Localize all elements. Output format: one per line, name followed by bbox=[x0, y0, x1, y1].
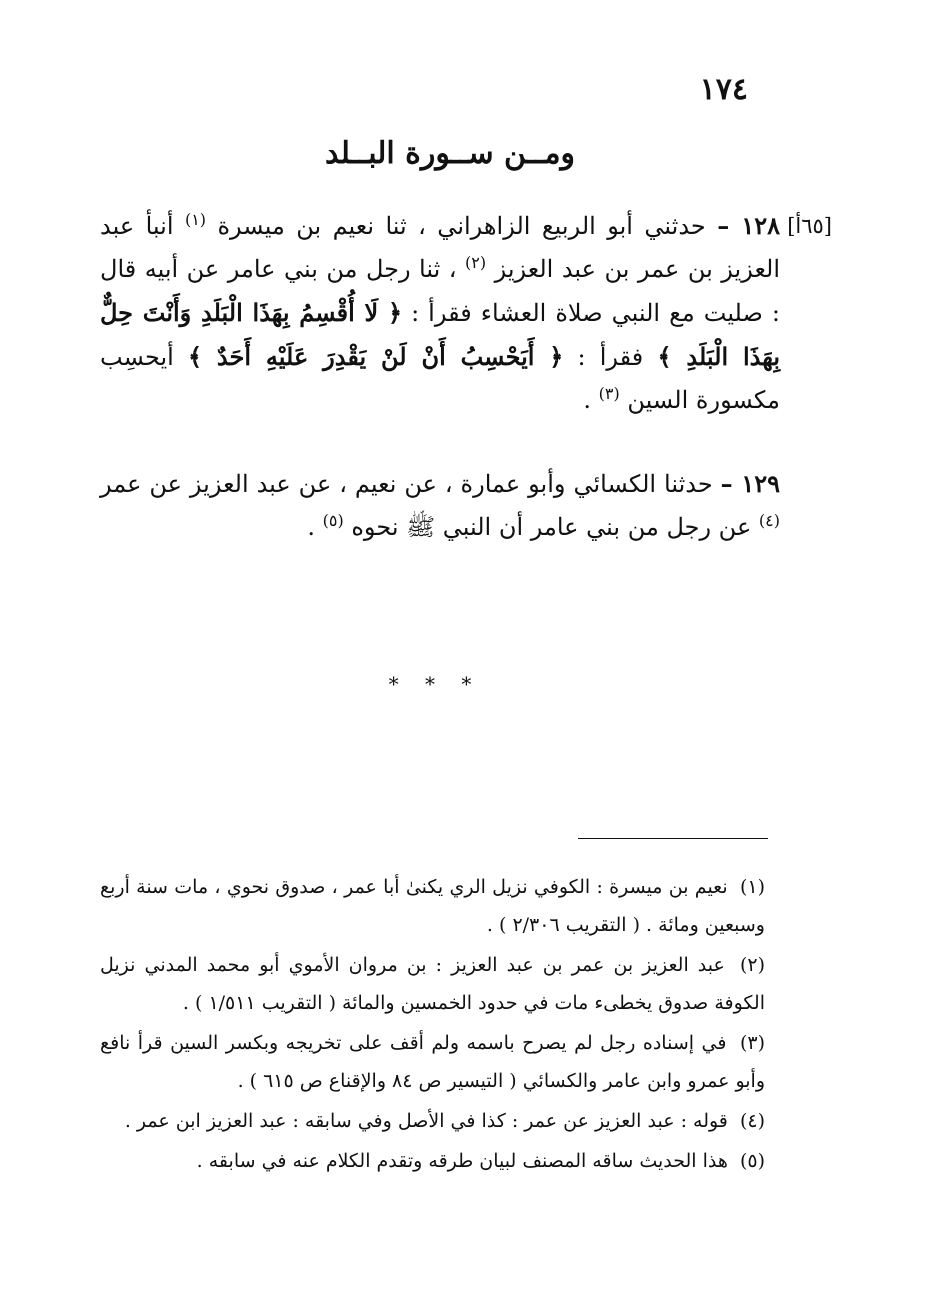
footnote-2 bbox=[100, 946, 765, 1022]
footnote-number: (٢) bbox=[739, 954, 765, 976]
footnote-reference[interactable]: (٢) bbox=[465, 253, 487, 272]
hadith-text: ، ثنا رجل من بني عامر عن أبيه قال : صليت مع النبي صلاة العشاء فقرأ : bbox=[100, 255, 780, 327]
footnote-number: (٥) bbox=[739, 1150, 765, 1172]
page-number: ١٧٤ bbox=[699, 72, 748, 107]
footnote-text: قوله : عبد العزيز عن عمر : كذا في الأصل وفي سابقه : عبد العزيز ابن عمر . bbox=[124, 1110, 728, 1132]
hadith-text: فقرأ : bbox=[577, 343, 644, 371]
footnote-4 bbox=[100, 1102, 765, 1140]
footnote-reference[interactable]: (٥) bbox=[322, 511, 344, 530]
hadith-text: حدثني أبو الربيع الزاهراني ، ثنا نعيم بن ميسرة bbox=[217, 212, 706, 240]
footnote-reference[interactable]: (١) bbox=[184, 210, 207, 229]
hadith-number: ١٢٨ – bbox=[717, 211, 781, 240]
footnote-number: (١) bbox=[739, 876, 765, 898]
hadith-128-paragraph bbox=[100, 204, 780, 422]
hadith-text: حدثنا الكسائي وأبو عمارة ، عن نعيم ، عن عبد العزيز عن عمر bbox=[100, 470, 713, 498]
hadith-number: ١٢٩ – bbox=[720, 469, 780, 498]
footnote-text: عبد العزيز بن عمر بن عبد العزيز : بن مروان الأموي أبو محمد المدني نزيل الكوفة صدوق يخطىء مات في حدود الخمسين والمائة ( التقريب ١/٥١١ ) . bbox=[100, 954, 765, 1014]
footnote-text: في إسناده رجل لم يصرح باسمه ولم أقف على تخريجه وبكسر السين قرأ نافع وأبو عمرو وابن عامر والكسائي ( التيسير ص ٨٤ والإقناع ص ٦١٥ ) . bbox=[100, 1032, 765, 1092]
quran-verse: ﴿ أَيَحْسِبُ أَنْ لَنْ يَقْدِرَ عَلَيْهِ أَحَدٌ ﴾ bbox=[187, 342, 564, 371]
manuscript-folio-mark: [٦٥أ] bbox=[787, 214, 832, 238]
footnote-3 bbox=[100, 1024, 765, 1100]
section-separator: * * * bbox=[388, 672, 482, 696]
chapter-title: ومــن ســورة البــلد bbox=[324, 136, 576, 171]
quran-verse: ﴿ لَا أُقْسِمُ بِهَذَا الْبَلَدِ وَأَنْتَ حِلٌّ بِهَذَا الْبَلَدِ ﴾ bbox=[100, 298, 781, 371]
footnote-reference[interactable]: (٣) bbox=[598, 384, 620, 403]
hadith-text: عن رجل من بني عامر أن النبي ﷺ نحوه bbox=[351, 513, 752, 541]
footnotes-section bbox=[100, 868, 765, 1182]
footnote-reference[interactable]: (٤) bbox=[758, 511, 780, 530]
footnote-5 bbox=[100, 1142, 765, 1180]
footnote-number: (٤) bbox=[739, 1110, 765, 1132]
footnote-text: نعيم بن ميسرة : الكوفي نزيل الري يكنىٰ أبا عمر ، صدوق نحوي ، مات سنة أربع وسبعين ومائة . ( التقريب ٢/٣٠٦ ) . bbox=[100, 876, 765, 936]
hadith-text: أيحسِب مكسورة السين bbox=[100, 343, 780, 414]
hadith-text: أنبأ عبد العزيز بن عمر بن عبد العزيز bbox=[100, 212, 780, 283]
sentence-end: . bbox=[583, 386, 591, 414]
hadith-129-paragraph bbox=[100, 462, 780, 549]
footnote-1 bbox=[100, 868, 765, 944]
footnote-text: هذا الحديث ساقه المصنف لبيان طرقه وتقدم الكلام عنه في سابقه . bbox=[196, 1150, 728, 1172]
footnote-number: (٣) bbox=[739, 1032, 766, 1054]
sentence-end: . bbox=[307, 513, 315, 541]
footnote-divider bbox=[578, 838, 768, 839]
